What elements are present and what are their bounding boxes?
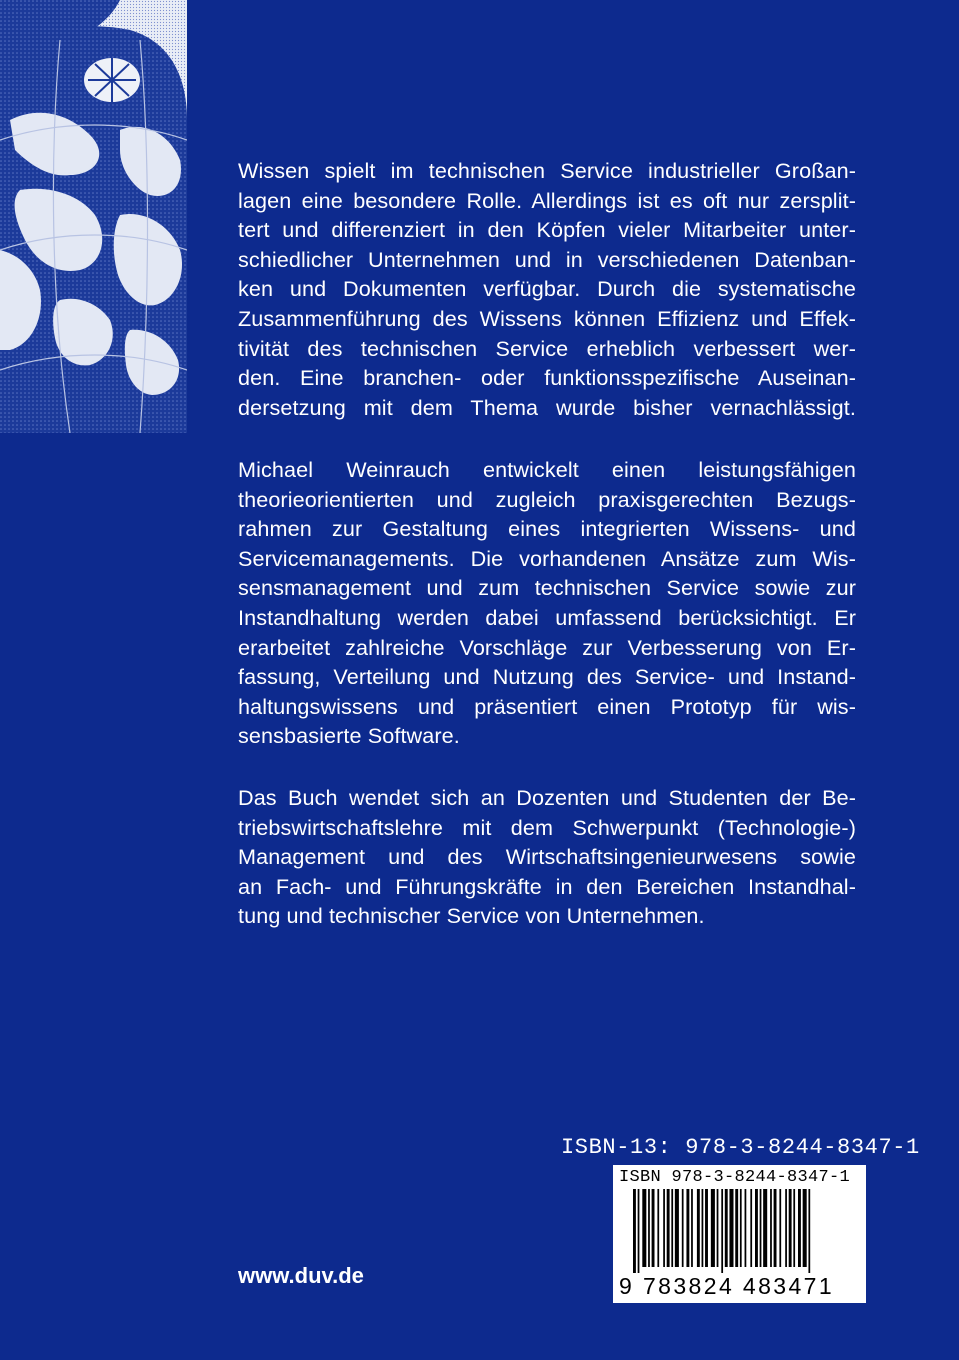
barcode-bar — [686, 1189, 689, 1267]
barcode-bar — [667, 1189, 670, 1267]
barcode-bar — [633, 1189, 636, 1273]
text-line: Wissen spielt im technischen Service industrieller Großan- — [238, 158, 856, 183]
barcode-bar — [705, 1189, 708, 1267]
barcode-bar — [729, 1189, 733, 1267]
text-line: an Fach- und Führungskräfte in den Bereichen Instandhal- — [238, 873, 856, 899]
barcode-bar — [803, 1189, 807, 1267]
text-line: sensmanagement und zum technischen Service sowie zur — [238, 575, 856, 601]
globe-map-image — [0, 0, 187, 433]
text-line: tert und differenziert in den Köpfen vieler Mitarbeiter unter- — [238, 217, 856, 243]
text-line: tivität des technischen Service erheblich verbessert wer- — [238, 335, 856, 361]
barcode-bar — [638, 1189, 640, 1273]
text-line: Zusammenführung des Wissens können Effizienz und Effek- — [238, 305, 856, 331]
text-line: erarbeitet zahlreiche Vorschläge zur Verbesserung von Er- — [238, 634, 856, 660]
barcode-digits: 9 783824 483471 — [619, 1273, 835, 1299]
barcode-bar — [789, 1189, 792, 1267]
barcode — [613, 1165, 866, 1303]
text-line: lagen eine besondere Rolle. Allerdings ist es oft nur zersplit- — [238, 187, 856, 213]
barcode-bar — [745, 1189, 747, 1267]
barcode-bar — [755, 1189, 758, 1267]
barcode-bar — [774, 1189, 777, 1267]
text-line: dersetzung mit dem Thema wurde bisher vernachlässigt. — [238, 394, 856, 420]
barcode-bar — [663, 1189, 665, 1267]
barcode-bar — [770, 1189, 772, 1267]
barcode-bar — [652, 1189, 655, 1267]
barcode-bar — [779, 1189, 781, 1267]
barcode-bar — [671, 1189, 673, 1267]
text-line: fassung, Verteilung und Nutzung des Service- und Instand- — [238, 664, 856, 690]
barcode-bar — [763, 1189, 767, 1267]
barcode-bar — [740, 1189, 742, 1267]
description-paragraph-2 — [238, 455, 856, 751]
barcode-bar — [657, 1189, 659, 1267]
barcode-bar — [808, 1189, 810, 1273]
barcode-bar — [750, 1189, 752, 1267]
barcode-bar — [682, 1189, 684, 1267]
text-line: sensbasierte Software. — [238, 723, 460, 749]
barcode-bar — [735, 1189, 738, 1267]
barcode-bar — [793, 1189, 795, 1267]
text-line: ken und Dokumenten verfügbar. Durch die systematische — [238, 276, 856, 302]
barcode-bar — [691, 1189, 693, 1267]
barcode-bar — [725, 1189, 728, 1267]
barcode-bar — [785, 1189, 787, 1267]
barcode-bars — [619, 1189, 859, 1273]
description-paragraph-3 — [238, 783, 856, 931]
text-line: theorieorientierten und zugleich praxisgerechten Bezugs- — [238, 486, 856, 512]
text-line: Michael Weinrauch entwickelt einen leistungsfähigen — [238, 457, 856, 482]
barcode-isbn-text: ISBN 978-3-8244-8347-1 — [619, 1168, 851, 1187]
barcode-bar — [642, 1189, 646, 1267]
barcode-bar — [798, 1189, 801, 1267]
description-paragraph-1 — [238, 156, 856, 422]
barcode-bar — [721, 1189, 723, 1273]
text-line: Instandhaltung werden dabei umfassend berücksichtigt. Er — [238, 604, 856, 630]
text-line: Das Buch wendet sich an Dozenten und Studenten der Be- — [238, 785, 856, 810]
text-line: Servicemanagements. Die vorhandenen Ansätze zum Wis- — [238, 545, 856, 571]
barcode-bar — [711, 1189, 715, 1267]
text-line: schiedlicher Unternehmen und in verschiedenen Datenban- — [238, 246, 856, 272]
barcode-bar — [675, 1189, 679, 1267]
barcode-bar — [697, 1189, 700, 1267]
barcode-bar — [717, 1189, 719, 1267]
globe-illustration — [0, 0, 187, 433]
website-url: www.duv.de — [238, 1263, 364, 1288]
barcode-bar — [702, 1189, 704, 1267]
text-line: tung und technischer Service von Unternehmen. — [238, 903, 705, 929]
text-line: rahmen zur Gestaltung eines integrierten Wissens- und — [238, 516, 856, 542]
text-line: haltungswissens und präsentiert einen Prototyp für wis- — [238, 693, 856, 719]
text-line: Management und des Wirtschaftsingenieurwesens sowie — [238, 844, 856, 870]
text-line: den. Eine branchen- oder funktionsspezifische Auseinan- — [238, 365, 856, 391]
isbn-label: ISBN-13: 978-3-8244-8347-1 — [561, 1135, 920, 1160]
barcode-bar — [648, 1189, 650, 1267]
text-line: triebswirtschaftslehre mit dem Schwerpunkt (Technologie-) — [238, 814, 856, 840]
barcode-bar — [760, 1189, 762, 1267]
